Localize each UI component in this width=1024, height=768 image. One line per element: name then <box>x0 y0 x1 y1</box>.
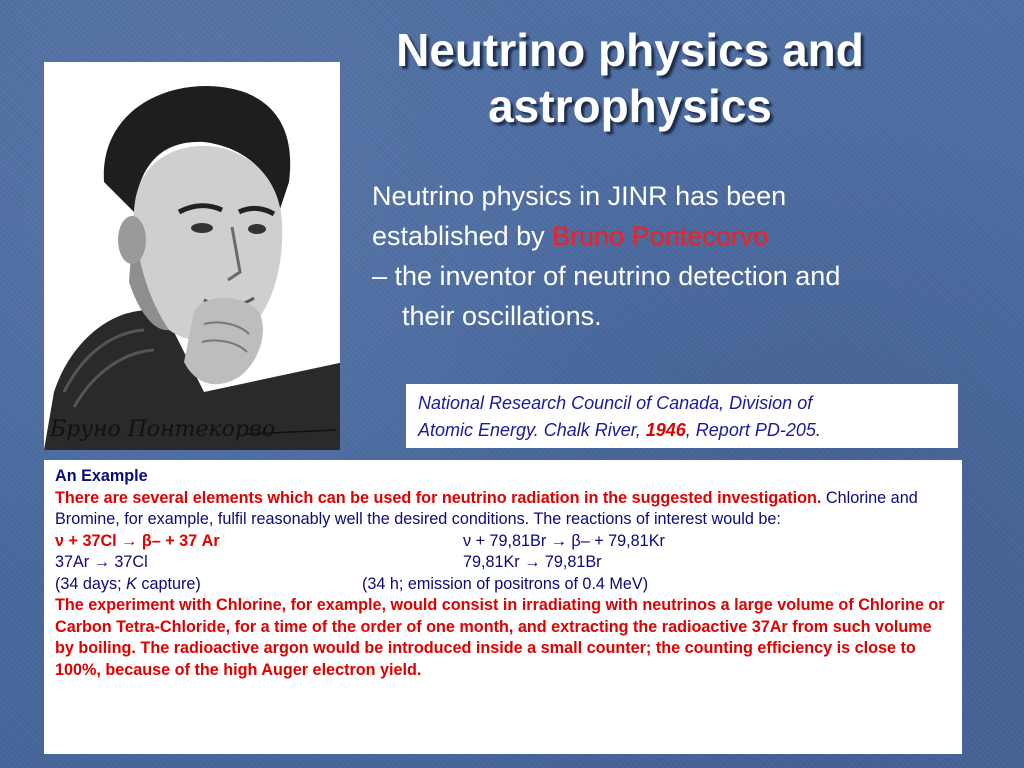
note-argon-start: (34 days; <box>55 574 127 593</box>
example-box <box>44 460 962 754</box>
example-paragraph-2: The experiment with Chlorine, for example, would consist in irradiating with neutrinos a large volume of Chlorine or Carbon Tetra-Chloride, for a time of the order of one month, and extracting the radioactive 37Ar from such volume by boiling. The radioactive argon would be introduced inside a small counter; the counting efficiency is close to 100%, because of the high Auger electron yield. <box>55 596 945 679</box>
citation-line-2 <box>418 417 958 444</box>
portrait-image <box>44 62 340 450</box>
reaction-chlorine: ν + 37Cl → β– + 37 Ar <box>55 531 220 550</box>
intro-text <box>372 176 1012 336</box>
pontecorvo-name: Bruno Pontecorvo <box>552 221 769 251</box>
intro-line-4: their oscillations. <box>402 301 602 331</box>
citation-line-2-suffix: , Report PD-205. <box>685 420 821 440</box>
reaction-row <box>55 531 952 553</box>
decay-row <box>55 552 952 574</box>
note-argon-k: K <box>126 574 137 593</box>
slide-title <box>340 22 920 134</box>
example-para1-highlight: There are several elements which can be used for neutrino radiation in the suggested investigation. <box>55 488 822 507</box>
citation-line-1: National Research Council of Canada, Division of <box>418 393 813 413</box>
citation-box <box>406 384 958 448</box>
example-para1-rest: Chlorine and Bromine, for example, fulfil reasonably well the desired conditions. The reactions of interest would be: <box>55 488 918 528</box>
citation-line-2-prefix: Atomic Energy. Chalk River, <box>418 420 646 440</box>
note-row <box>55 574 952 596</box>
portrait-photo <box>44 62 340 450</box>
note-argon-end: capture) <box>136 574 201 593</box>
intro-line-2 <box>372 216 1012 256</box>
title-line-2: astrophysics <box>488 80 772 132</box>
decay-krypton: 79,81Kr → 79,81Br <box>463 553 602 571</box>
intro-line-3: – the inventor of neutrino detection and <box>372 261 841 291</box>
decay-argon: 37Ar → 37Cl <box>55 553 148 571</box>
example-heading: An Example <box>55 467 148 485</box>
citation-year: 1946 <box>645 420 686 440</box>
example-paragraph-1 <box>55 488 952 531</box>
title-line-1: Neutrino physics and <box>396 24 864 76</box>
note-krypton: (34 h; emission of positrons of 0.4 MeV) <box>362 574 649 593</box>
note-argon <box>55 575 201 593</box>
intro-line-2-prefix: established by <box>372 221 553 251</box>
intro-line-1: Neutrino physics in JINR has been <box>372 181 787 211</box>
signature-text: Бруно Понтекорво <box>50 417 276 442</box>
reaction-bromine: ν + 79,81Br → β– + 79,81Kr <box>463 531 665 550</box>
